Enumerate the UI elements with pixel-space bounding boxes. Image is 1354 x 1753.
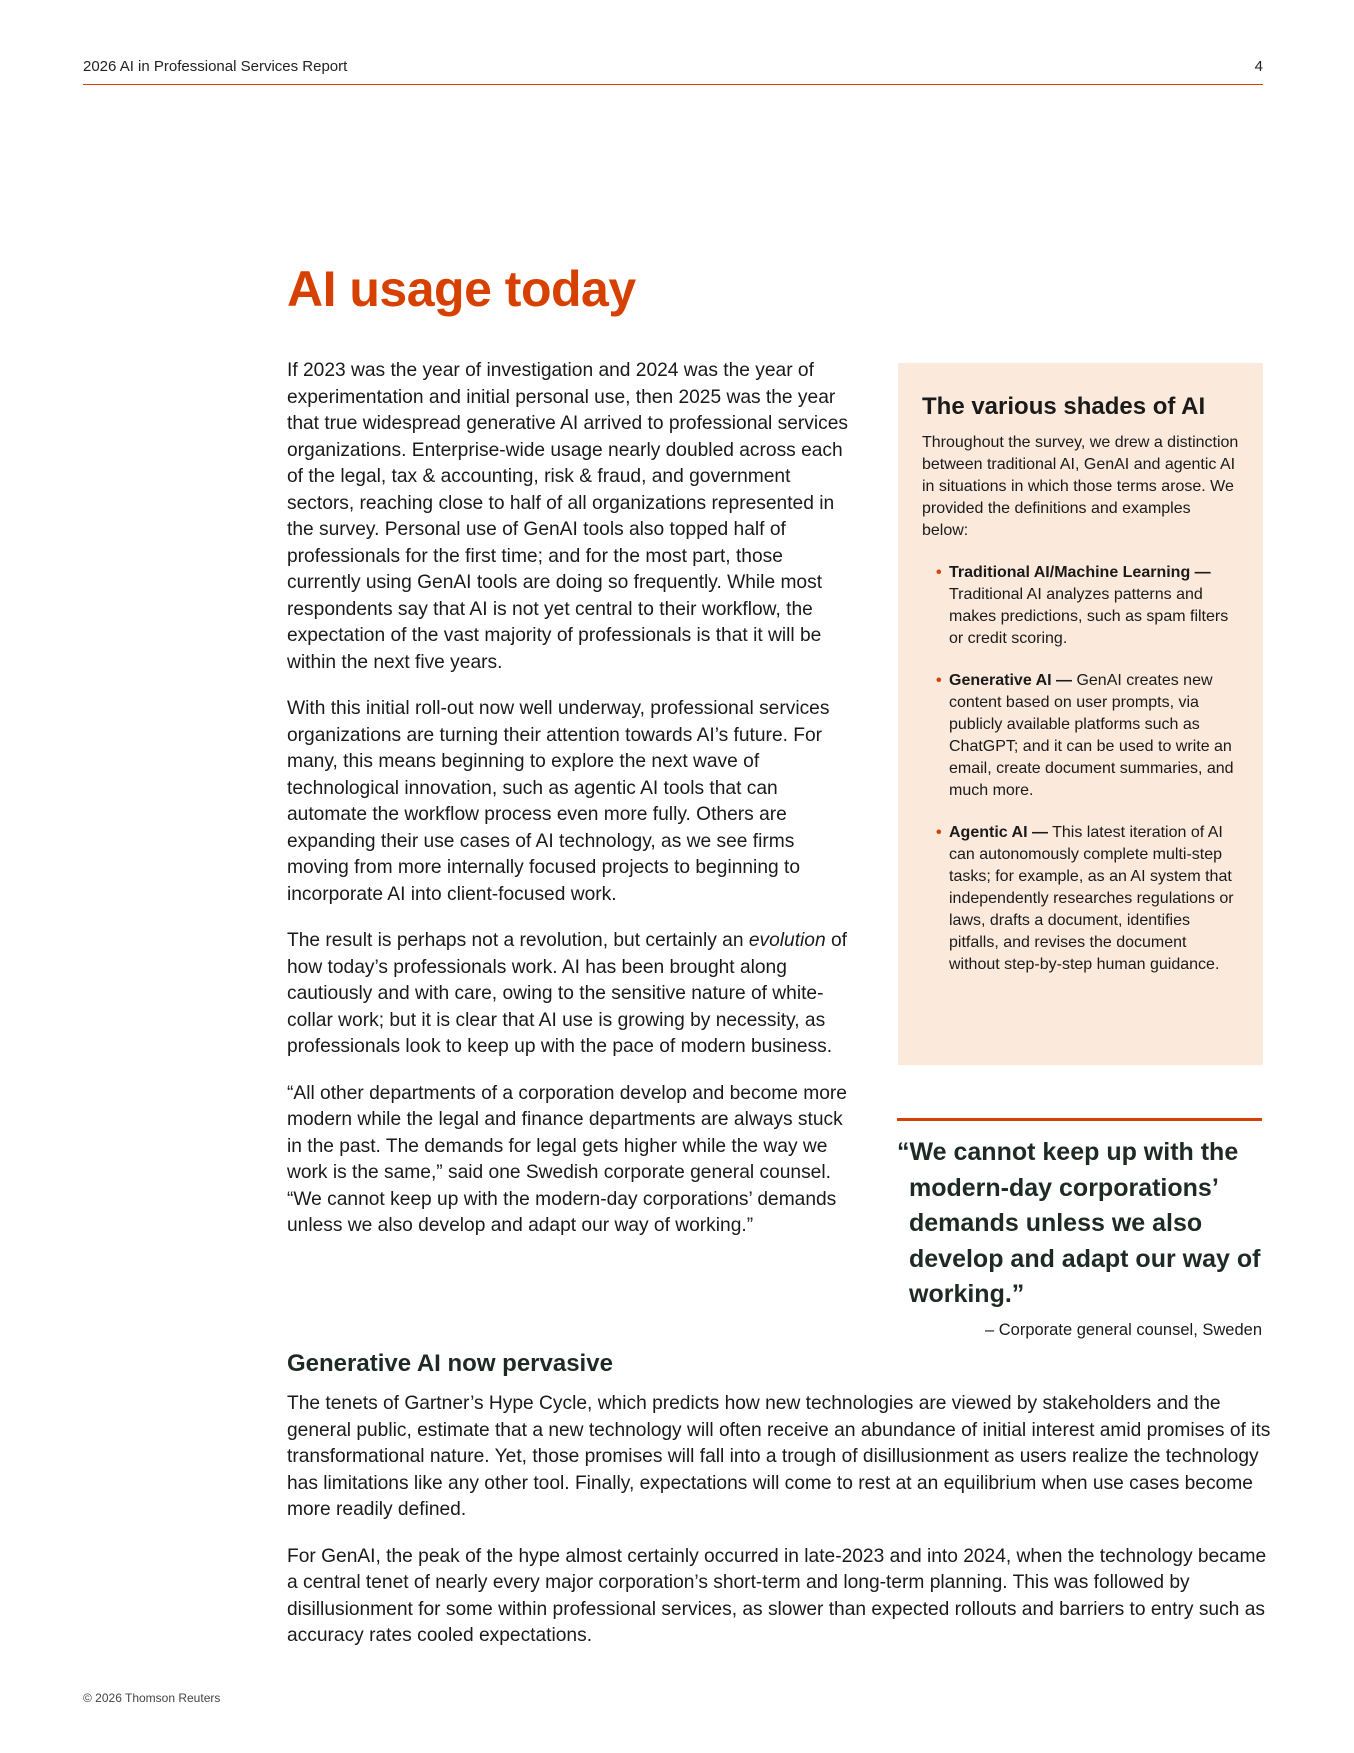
body-paragraph: The tenets of Gartner’s Hype Cycle, which predicts how new technologies are viewed by stakeholders and the general public, estimate that a new technology will often receive an abundance of initial interest amid promises of its transformational nature. Yet, those promises will fall into a trough of disillusionment as users realize the technology has limitations like any other tool. Finally, expectations will come to rest at an equilibrium when use cases become more readily defined. [287, 1393, 1271, 1520]
sidebar-title: The various shades of AI [922, 393, 1206, 420]
emphasis-text: evolution [748, 930, 826, 951]
paragraph-text: The result is perhaps not a revolution, but certainly an [287, 930, 749, 951]
section-heading: Generative AI now pervasive [287, 1350, 613, 1377]
page-number: 4 [1254, 58, 1263, 75]
report-title: 2026 AI in Professional Services Report [83, 58, 348, 75]
definition-term: Agentic AI — [949, 823, 1048, 841]
sidebar-intro: Throughout the survey, we drew a distinction between traditional AI, GenAI and agentic AI in situations in which those terms arose. We provided the definitions and examples below: [922, 433, 1239, 539]
section-body [287, 1391, 1272, 1670]
definition-item [936, 670, 1241, 802]
body-paragraph: “All other departments of a corporation develop and become more modern while the legal and finance departments are always stuck in the past. The demands for legal gets higher while the way we work is the same,” said one Swedish corporate general counsel. “We cannot keep up with the modern-day corporations’ demands unless we also develop and adapt our way of working.” [287, 1082, 847, 1236]
definition-text: GenAI creates new content based on user prompts, via publicly available platforms such as ChatGPT; and it can be used to write an email, create document summaries, and much more. [949, 671, 1234, 799]
definition-term: Generative AI — [949, 671, 1073, 689]
pullquote: “We cannot keep up with the modern-day corporations’ demands unless we also develop and adapt our way of working.” [897, 1138, 1261, 1308]
definition-text: This latest iteration of AI can autonomously complete multi-step tasks; for example, as an AI system that independently researches regulations or laws, drafts a document, identifies pitfalls, and revises the document without step-by-step human guidance. [949, 823, 1234, 973]
footer-copyright: © 2026 Thomson Reuters [83, 1691, 221, 1705]
definitions-sidebar [898, 363, 1263, 1065]
body-paragraph: With this initial roll-out now well underway, professional services organizations are turning their attention towards AI’s future. For many, this means beginning to explore the next wave of technological innovation, such as agentic AI tools that can automate the workflow process even more fully. Others are expanding their use cases of AI technology, as we see firms moving from more internally focused projects to beginning to incorporate AI into client-focused work. [287, 698, 830, 905]
bullet-icon: • [936, 823, 942, 841]
page-header [83, 58, 1263, 85]
definition-item [936, 822, 1241, 976]
definition-list [922, 562, 1241, 976]
definition-term: Traditional AI/Machine Learning — [949, 563, 1211, 581]
body-paragraph [287, 928, 852, 1061]
body-paragraph: For GenAI, the peak of the hype almost certainly occurred in late-2023 and into 2024, when the technology became a central tenet of nearly every major corporation’s short-term and long-term planning. This was followed by disillusionment for some within professional services, as slower than expected rollouts and barriers to entry such as accuracy rates cooled expectations. [287, 1545, 1267, 1646]
bullet-icon: • [936, 563, 942, 581]
definition-text: Traditional AI analyzes patterns and makes predictions, such as spam filters or credit scoring. [949, 585, 1229, 647]
pullquote-divider [897, 1118, 1262, 1121]
bullet-icon: • [936, 671, 942, 689]
pullquote-attribution: – Corporate general counsel, Sweden [984, 1321, 1262, 1339]
page-title: AI usage today [287, 261, 636, 317]
paragraph-text: of how today’s professionals work. AI has been brought along cautiously and with care, owing to the sensitive nature of white-collar work; but it is clear that AI use is growing by necessity, as professionals look to keep up with the pace of modern business. [287, 930, 847, 1057]
main-column [287, 358, 852, 1260]
body-paragraph: If 2023 was the year of investigation and 2024 was the year of experimentation and initial personal use, then 2025 was the year that true widespread generative AI arrived to professional services organizations. Enterprise-wide usage nearly doubled across each of the legal, tax & accounting, risk & fraud, and government sectors, reaching close to half of all organizations represented in the survey. Personal use of GenAI tools also topped half of professionals for the first time; and for the most part, those currently using GenAI tools are doing so frequently. While most respondents say that AI is not yet central to their workflow, the expectation of the vast majority of professionals is that it will be within the next five years. [287, 360, 848, 673]
definition-item [936, 562, 1241, 650]
